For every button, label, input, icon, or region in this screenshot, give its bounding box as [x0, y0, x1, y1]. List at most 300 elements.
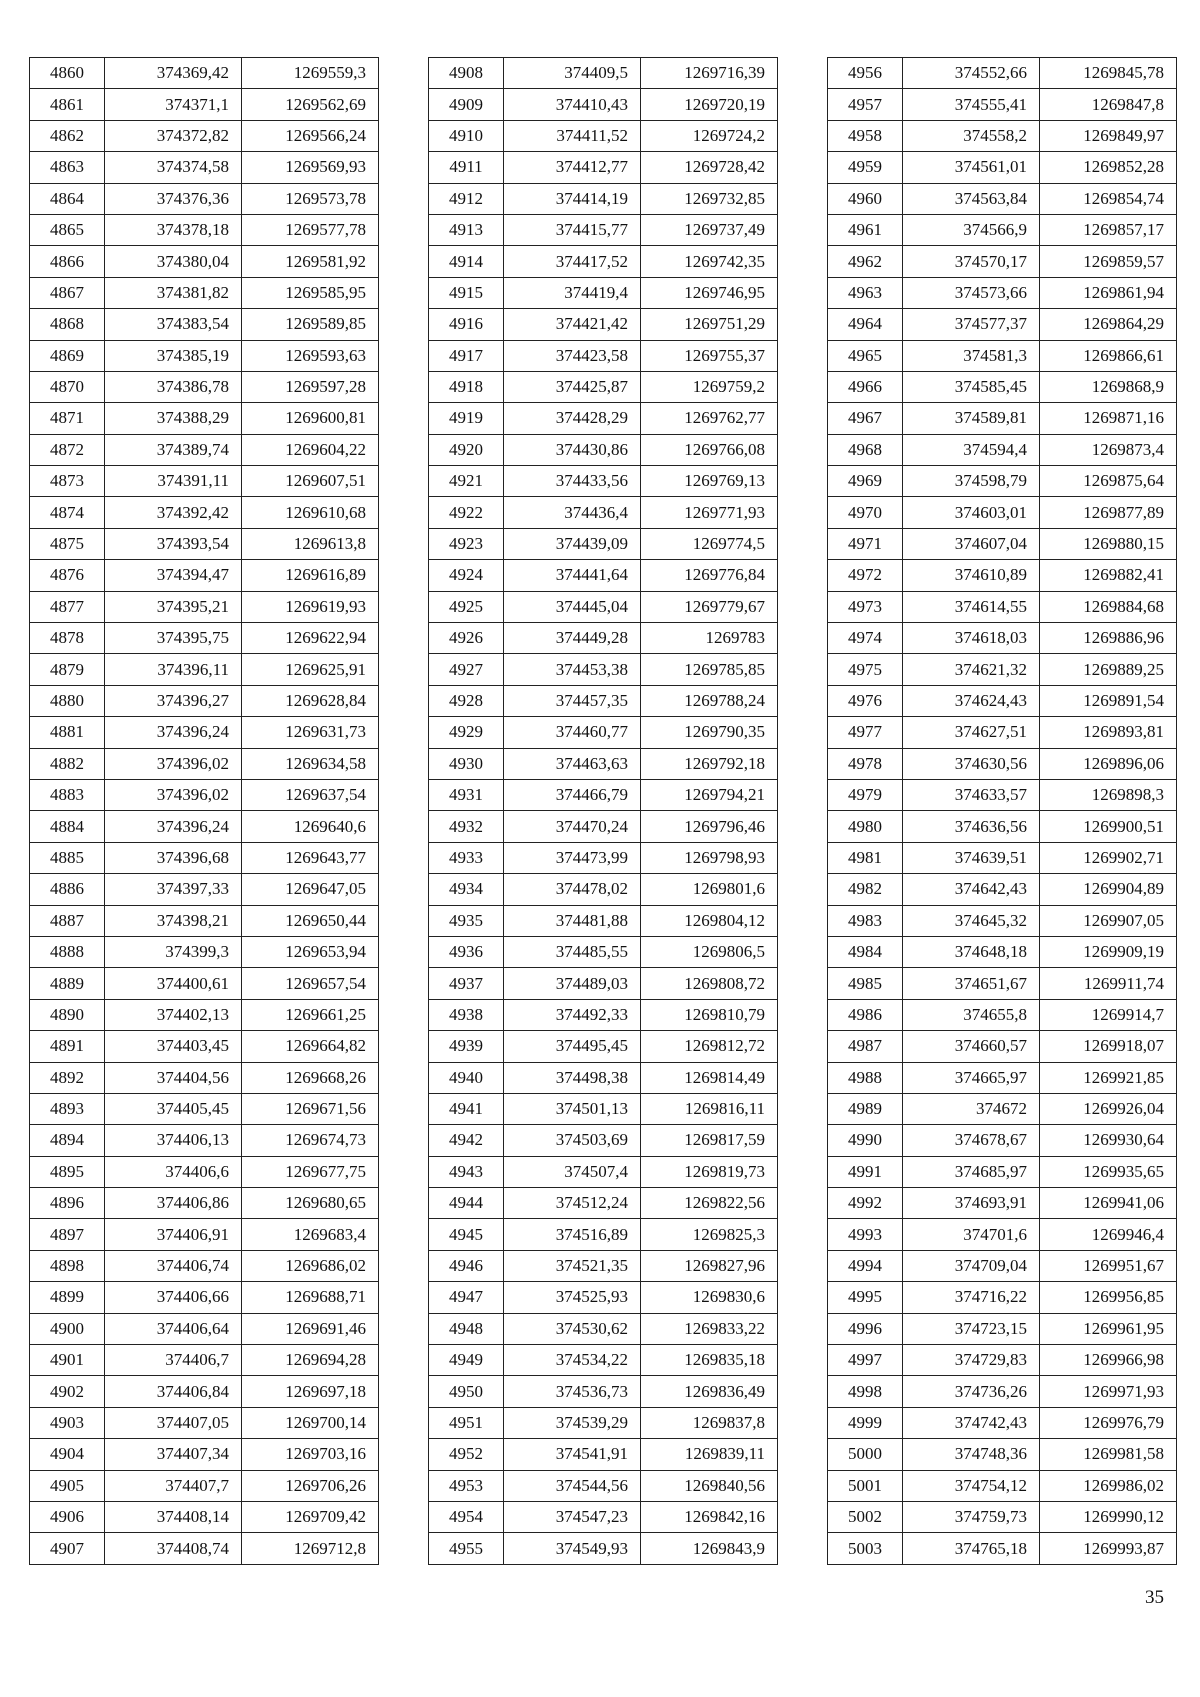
x-coordinate-cell: 374396,24 [105, 811, 242, 842]
x-coordinate-cell: 374430,86 [504, 434, 641, 465]
table-row [429, 1093, 778, 1124]
x-coordinate-cell: 374492,33 [504, 999, 641, 1030]
y-coordinate-cell: 1269686,02 [242, 1250, 379, 1281]
x-coordinate-cell: 374463,63 [504, 748, 641, 779]
table-row [429, 1250, 778, 1281]
table-row [30, 434, 379, 465]
point-number-cell: 4892 [30, 1062, 105, 1093]
table-row [828, 1188, 1177, 1219]
y-coordinate-cell: 1269804,12 [641, 905, 778, 936]
x-coordinate-cell: 374603,01 [903, 497, 1040, 528]
y-coordinate-cell: 1269755,37 [641, 340, 778, 371]
y-coordinate-cell: 1269843,9 [641, 1533, 778, 1564]
point-number-cell: 4920 [429, 434, 504, 465]
point-number-cell: 4948 [429, 1313, 504, 1344]
x-coordinate-cell: 374425,87 [504, 371, 641, 402]
table-row [828, 779, 1177, 810]
x-coordinate-cell: 374407,7 [105, 1470, 242, 1501]
y-coordinate-cell: 1269880,15 [1040, 528, 1177, 559]
x-coordinate-cell: 374453,38 [504, 654, 641, 685]
x-coordinate-cell: 374423,58 [504, 340, 641, 371]
table-row [30, 748, 379, 779]
point-number-cell: 4868 [30, 309, 105, 340]
point-number-cell: 4990 [828, 1125, 903, 1156]
point-number-cell: 4878 [30, 623, 105, 654]
x-coordinate-cell: 374636,56 [903, 811, 1040, 842]
y-coordinate-cell: 1269631,73 [242, 717, 379, 748]
y-coordinate-cell: 1269806,5 [641, 936, 778, 967]
y-coordinate-cell: 1269643,77 [242, 842, 379, 873]
x-coordinate-cell: 374627,51 [903, 717, 1040, 748]
table-row [30, 1156, 379, 1187]
table-row [828, 1407, 1177, 1438]
table-row [30, 497, 379, 528]
x-coordinate-cell: 374409,5 [504, 58, 641, 89]
point-number-cell: 4871 [30, 403, 105, 434]
y-coordinate-cell: 1269871,16 [1040, 403, 1177, 434]
x-coordinate-cell: 374372,82 [105, 120, 242, 151]
x-coordinate-cell: 374555,41 [903, 89, 1040, 120]
table-row [429, 999, 778, 1030]
y-coordinate-cell: 1269585,95 [242, 277, 379, 308]
point-number-cell: 4884 [30, 811, 105, 842]
point-number-cell: 4987 [828, 1031, 903, 1062]
x-coordinate-cell: 374621,32 [903, 654, 1040, 685]
table-row [828, 403, 1177, 434]
x-coordinate-cell: 374742,43 [903, 1407, 1040, 1438]
y-coordinate-cell: 1269613,8 [242, 528, 379, 559]
point-number-cell: 4917 [429, 340, 504, 371]
point-number-cell: 4867 [30, 277, 105, 308]
table-row [429, 403, 778, 434]
point-number-cell: 4863 [30, 152, 105, 183]
y-coordinate-cell: 1269914,7 [1040, 999, 1177, 1030]
y-coordinate-cell: 1269859,57 [1040, 246, 1177, 277]
y-coordinate-cell: 1269732,85 [641, 183, 778, 214]
point-number-cell: 4930 [429, 748, 504, 779]
point-number-cell: 4924 [429, 560, 504, 591]
table-row [828, 1093, 1177, 1124]
x-coordinate-cell: 374380,04 [105, 246, 242, 277]
y-coordinate-cell: 1269833,22 [641, 1313, 778, 1344]
y-coordinate-cell: 1269589,85 [242, 309, 379, 340]
x-coordinate-cell: 374585,45 [903, 371, 1040, 402]
x-coordinate-cell: 374539,29 [504, 1407, 641, 1438]
table-row [30, 214, 379, 245]
table-row [828, 560, 1177, 591]
table-row [30, 277, 379, 308]
x-coordinate-cell: 374376,36 [105, 183, 242, 214]
x-coordinate-cell: 374498,38 [504, 1062, 641, 1093]
x-coordinate-cell: 374393,54 [105, 528, 242, 559]
table-row [828, 874, 1177, 905]
y-coordinate-cell: 1269849,97 [1040, 120, 1177, 151]
x-coordinate-cell: 374516,89 [504, 1219, 641, 1250]
x-coordinate-cell: 374411,52 [504, 120, 641, 151]
x-coordinate-cell: 374405,45 [105, 1093, 242, 1124]
x-coordinate-cell: 374395,21 [105, 591, 242, 622]
table-row [828, 214, 1177, 245]
table-row [828, 1282, 1177, 1313]
point-number-cell: 4860 [30, 58, 105, 89]
table-row [828, 58, 1177, 89]
x-coordinate-cell: 374672 [903, 1093, 1040, 1124]
table-row [828, 466, 1177, 497]
table-row [828, 371, 1177, 402]
x-coordinate-cell: 374473,99 [504, 842, 641, 873]
x-coordinate-cell: 374660,57 [903, 1031, 1040, 1062]
y-coordinate-cell: 1269801,6 [641, 874, 778, 905]
x-coordinate-cell: 374395,75 [105, 623, 242, 654]
x-coordinate-cell: 374645,32 [903, 905, 1040, 936]
table-row [30, 1093, 379, 1124]
table-row [30, 1125, 379, 1156]
point-number-cell: 4883 [30, 779, 105, 810]
table-row [429, 340, 778, 371]
table-row [429, 277, 778, 308]
table-row [429, 685, 778, 716]
table-row [828, 1376, 1177, 1407]
x-coordinate-cell: 374512,24 [504, 1188, 641, 1219]
point-number-cell: 4944 [429, 1188, 504, 1219]
y-coordinate-cell: 1269647,05 [242, 874, 379, 905]
y-coordinate-cell: 1269577,78 [242, 214, 379, 245]
x-coordinate-cell: 374563,84 [903, 183, 1040, 214]
x-coordinate-cell: 374489,03 [504, 968, 641, 999]
point-number-cell: 4919 [429, 403, 504, 434]
x-coordinate-cell: 374406,86 [105, 1188, 242, 1219]
y-coordinate-cell: 1269904,89 [1040, 874, 1177, 905]
point-number-cell: 4891 [30, 1031, 105, 1062]
x-coordinate-cell: 374394,47 [105, 560, 242, 591]
x-coordinate-cell: 374561,01 [903, 152, 1040, 183]
y-coordinate-cell: 1269607,51 [242, 466, 379, 497]
table-row [30, 340, 379, 371]
table-row [429, 1282, 778, 1313]
x-coordinate-cell: 374552,66 [903, 58, 1040, 89]
x-coordinate-cell: 374414,19 [504, 183, 641, 214]
coordinate-table-2 [428, 57, 778, 1565]
y-coordinate-cell: 1269788,24 [641, 685, 778, 716]
point-number-cell: 4931 [429, 779, 504, 810]
table-row [429, 560, 778, 591]
x-coordinate-cell: 374501,13 [504, 1093, 641, 1124]
table-row [429, 1156, 778, 1187]
y-coordinate-cell: 1269921,85 [1040, 1062, 1177, 1093]
table-row [429, 811, 778, 842]
table-row [30, 654, 379, 685]
x-coordinate-cell: 374419,4 [504, 277, 641, 308]
point-number-cell: 4946 [429, 1250, 504, 1281]
x-coordinate-cell: 374457,35 [504, 685, 641, 716]
x-coordinate-cell: 374581,3 [903, 340, 1040, 371]
point-number-cell: 4966 [828, 371, 903, 402]
x-coordinate-cell: 374633,57 [903, 779, 1040, 810]
point-number-cell: 4988 [828, 1062, 903, 1093]
y-coordinate-cell: 1269769,13 [641, 466, 778, 497]
table-row [30, 999, 379, 1030]
y-coordinate-cell: 1269877,89 [1040, 497, 1177, 528]
y-coordinate-cell: 1269884,68 [1040, 591, 1177, 622]
y-coordinate-cell: 1269812,72 [641, 1031, 778, 1062]
x-coordinate-cell: 374406,7 [105, 1345, 242, 1376]
y-coordinate-cell: 1269724,2 [641, 120, 778, 151]
point-number-cell: 4975 [828, 654, 903, 685]
y-coordinate-cell: 1269898,3 [1040, 779, 1177, 810]
y-coordinate-cell: 1269822,56 [641, 1188, 778, 1219]
point-number-cell: 4936 [429, 936, 504, 967]
table-row [429, 497, 778, 528]
point-number-cell: 4894 [30, 1125, 105, 1156]
y-coordinate-cell: 1269650,44 [242, 905, 379, 936]
y-coordinate-cell: 1269918,07 [1040, 1031, 1177, 1062]
point-number-cell: 4890 [30, 999, 105, 1030]
table-row [429, 654, 778, 685]
x-coordinate-cell: 374618,03 [903, 623, 1040, 654]
point-number-cell: 4980 [828, 811, 903, 842]
point-number-cell: 4953 [429, 1470, 504, 1501]
x-coordinate-cell: 374415,77 [504, 214, 641, 245]
table-row [429, 120, 778, 151]
point-number-cell: 4865 [30, 214, 105, 245]
table-row [828, 434, 1177, 465]
y-coordinate-cell: 1269852,28 [1040, 152, 1177, 183]
point-number-cell: 4900 [30, 1313, 105, 1344]
point-number-cell: 4974 [828, 623, 903, 654]
x-coordinate-cell: 374439,09 [504, 528, 641, 559]
y-coordinate-cell: 1269785,85 [641, 654, 778, 685]
y-coordinate-cell: 1269712,8 [242, 1533, 379, 1564]
table-row [30, 466, 379, 497]
table-row [30, 1313, 379, 1344]
point-number-cell: 4967 [828, 403, 903, 434]
table-row [828, 999, 1177, 1030]
y-coordinate-cell: 1269891,54 [1040, 685, 1177, 716]
point-number-cell: 4909 [429, 89, 504, 120]
y-coordinate-cell: 1269896,06 [1040, 748, 1177, 779]
point-number-cell: 4970 [828, 497, 903, 528]
x-coordinate-cell: 374544,56 [504, 1470, 641, 1501]
table-row [30, 183, 379, 214]
point-number-cell: 4880 [30, 685, 105, 716]
y-coordinate-cell: 1269966,98 [1040, 1345, 1177, 1376]
point-number-cell: 4999 [828, 1407, 903, 1438]
point-number-cell: 4950 [429, 1376, 504, 1407]
y-coordinate-cell: 1269990,12 [1040, 1501, 1177, 1532]
y-coordinate-cell: 1269900,51 [1040, 811, 1177, 842]
point-number-cell: 4912 [429, 183, 504, 214]
y-coordinate-cell: 1269716,39 [641, 58, 778, 89]
table-row [30, 685, 379, 716]
y-coordinate-cell: 1269783 [641, 623, 778, 654]
x-coordinate-cell: 374403,45 [105, 1031, 242, 1062]
table-row [30, 309, 379, 340]
table-row [429, 748, 778, 779]
table-row [828, 968, 1177, 999]
point-number-cell: 4937 [429, 968, 504, 999]
table-row [828, 1439, 1177, 1470]
x-coordinate-cell: 374404,56 [105, 1062, 242, 1093]
point-number-cell: 4984 [828, 936, 903, 967]
point-number-cell: 4992 [828, 1188, 903, 1219]
point-number-cell: 4905 [30, 1470, 105, 1501]
table-row [429, 779, 778, 810]
table-row [429, 528, 778, 559]
y-coordinate-cell: 1269796,46 [641, 811, 778, 842]
x-coordinate-cell: 374478,02 [504, 874, 641, 905]
y-coordinate-cell: 1269674,73 [242, 1125, 379, 1156]
point-number-cell: 4918 [429, 371, 504, 402]
x-coordinate-cell: 374678,67 [903, 1125, 1040, 1156]
y-coordinate-cell: 1269728,42 [641, 152, 778, 183]
x-coordinate-cell: 374665,97 [903, 1062, 1040, 1093]
point-number-cell: 4957 [828, 89, 903, 120]
x-coordinate-cell: 374466,79 [504, 779, 641, 810]
y-coordinate-cell: 1269737,49 [641, 214, 778, 245]
y-coordinate-cell: 1269634,58 [242, 748, 379, 779]
y-coordinate-cell: 1269861,94 [1040, 277, 1177, 308]
y-coordinate-cell: 1269825,3 [641, 1219, 778, 1250]
point-number-cell: 4870 [30, 371, 105, 402]
y-coordinate-cell: 1269706,26 [242, 1470, 379, 1501]
y-coordinate-cell: 1269610,68 [242, 497, 379, 528]
x-coordinate-cell: 374383,54 [105, 309, 242, 340]
point-number-cell: 4952 [429, 1439, 504, 1470]
x-coordinate-cell: 374589,81 [903, 403, 1040, 434]
x-coordinate-cell: 374558,2 [903, 120, 1040, 151]
point-number-cell: 4976 [828, 685, 903, 716]
x-coordinate-cell: 374428,29 [504, 403, 641, 434]
table-row [30, 1501, 379, 1532]
point-number-cell: 4914 [429, 246, 504, 277]
y-coordinate-cell: 1269935,65 [1040, 1156, 1177, 1187]
point-number-cell: 4877 [30, 591, 105, 622]
y-coordinate-cell: 1269742,35 [641, 246, 778, 277]
y-coordinate-cell: 1269697,18 [242, 1376, 379, 1407]
point-number-cell: 4901 [30, 1345, 105, 1376]
point-number-cell: 4903 [30, 1407, 105, 1438]
table-row [429, 1125, 778, 1156]
point-number-cell: 4981 [828, 842, 903, 873]
point-number-cell: 4938 [429, 999, 504, 1030]
point-number-cell: 4879 [30, 654, 105, 685]
table-row [828, 277, 1177, 308]
y-coordinate-cell: 1269961,95 [1040, 1313, 1177, 1344]
point-number-cell: 4896 [30, 1188, 105, 1219]
point-number-cell: 4985 [828, 968, 903, 999]
y-coordinate-cell: 1269971,93 [1040, 1376, 1177, 1407]
point-number-cell: 4986 [828, 999, 903, 1030]
table-row [429, 905, 778, 936]
point-number-cell: 4913 [429, 214, 504, 245]
y-coordinate-cell: 1269893,81 [1040, 717, 1177, 748]
point-number-cell: 4983 [828, 905, 903, 936]
y-coordinate-cell: 1269776,84 [641, 560, 778, 591]
x-coordinate-cell: 374729,83 [903, 1345, 1040, 1376]
y-coordinate-cell: 1269946,4 [1040, 1219, 1177, 1250]
x-coordinate-cell: 374570,17 [903, 246, 1040, 277]
point-number-cell: 4978 [828, 748, 903, 779]
x-coordinate-cell: 374392,42 [105, 497, 242, 528]
y-coordinate-cell: 1269771,93 [641, 497, 778, 528]
x-coordinate-cell: 374406,6 [105, 1156, 242, 1187]
y-coordinate-cell: 1269810,79 [641, 999, 778, 1030]
x-coordinate-cell: 374748,36 [903, 1439, 1040, 1470]
y-coordinate-cell: 1269604,22 [242, 434, 379, 465]
table-row [828, 1062, 1177, 1093]
table-row [30, 1219, 379, 1250]
point-number-cell: 4882 [30, 748, 105, 779]
y-coordinate-cell: 1269668,26 [242, 1062, 379, 1093]
x-coordinate-cell: 374396,11 [105, 654, 242, 685]
y-coordinate-cell: 1269993,87 [1040, 1533, 1177, 1564]
point-number-cell: 4947 [429, 1282, 504, 1313]
point-number-cell: 4968 [828, 434, 903, 465]
x-coordinate-cell: 374406,74 [105, 1250, 242, 1281]
y-coordinate-cell: 1269720,19 [641, 89, 778, 120]
y-coordinate-cell: 1269911,74 [1040, 968, 1177, 999]
table-row [828, 528, 1177, 559]
point-number-cell: 4922 [429, 497, 504, 528]
x-coordinate-cell: 374598,79 [903, 466, 1040, 497]
x-coordinate-cell: 374433,56 [504, 466, 641, 497]
table-row [30, 528, 379, 559]
table-row [828, 309, 1177, 340]
y-coordinate-cell: 1269951,67 [1040, 1250, 1177, 1281]
table-row [30, 1376, 379, 1407]
x-coordinate-cell: 374371,1 [105, 89, 242, 120]
y-coordinate-cell: 1269882,41 [1040, 560, 1177, 591]
y-coordinate-cell: 1269622,94 [242, 623, 379, 654]
point-number-cell: 4904 [30, 1439, 105, 1470]
table-row [30, 905, 379, 936]
y-coordinate-cell: 1269581,92 [242, 246, 379, 277]
table-row [30, 1250, 379, 1281]
x-coordinate-cell: 374378,18 [105, 214, 242, 245]
y-coordinate-cell: 1269691,46 [242, 1313, 379, 1344]
x-coordinate-cell: 374709,04 [903, 1250, 1040, 1281]
y-coordinate-cell: 1269703,16 [242, 1439, 379, 1470]
point-number-cell: 4873 [30, 466, 105, 497]
x-coordinate-cell: 374406,66 [105, 1282, 242, 1313]
y-coordinate-cell: 1269840,56 [641, 1470, 778, 1501]
table-row [828, 717, 1177, 748]
point-number-cell: 4982 [828, 874, 903, 905]
table-row [429, 1345, 778, 1376]
y-coordinate-cell: 1269902,71 [1040, 842, 1177, 873]
point-number-cell: 4958 [828, 120, 903, 151]
point-number-cell: 4939 [429, 1031, 504, 1062]
point-number-cell: 4898 [30, 1250, 105, 1281]
point-number-cell: 4885 [30, 842, 105, 873]
point-number-cell: 4926 [429, 623, 504, 654]
table-row [429, 968, 778, 999]
point-number-cell: 4961 [828, 214, 903, 245]
point-number-cell: 4945 [429, 1219, 504, 1250]
y-coordinate-cell: 1269857,17 [1040, 214, 1177, 245]
table-row [429, 591, 778, 622]
x-coordinate-cell: 374406,84 [105, 1376, 242, 1407]
y-coordinate-cell: 1269774,5 [641, 528, 778, 559]
y-coordinate-cell: 1269854,74 [1040, 183, 1177, 214]
y-coordinate-cell: 1269808,72 [641, 968, 778, 999]
table-row [30, 591, 379, 622]
y-coordinate-cell: 1269597,28 [242, 371, 379, 402]
x-coordinate-cell: 374607,04 [903, 528, 1040, 559]
y-coordinate-cell: 1269835,18 [641, 1345, 778, 1376]
table-row [429, 1219, 778, 1250]
x-coordinate-cell: 374534,22 [504, 1345, 641, 1376]
